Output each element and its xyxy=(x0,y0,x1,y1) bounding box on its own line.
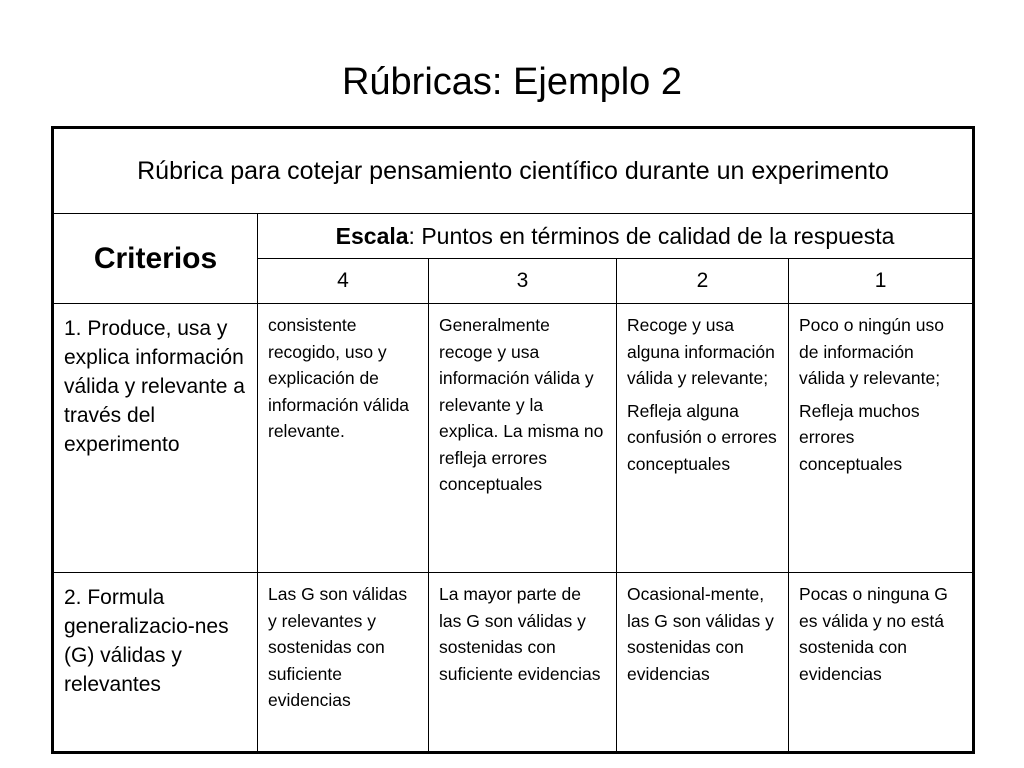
rubric-table xyxy=(51,126,975,754)
level-cell-1-4 xyxy=(258,304,429,573)
level-text: Las G son válidas y relevantes y sostenidas con suficiente evidencias xyxy=(268,584,408,710)
caption-row xyxy=(53,128,974,214)
level-cell-1-2 xyxy=(617,304,789,573)
score-header-3: 3 xyxy=(429,259,617,304)
level-cell-1-1 xyxy=(789,304,974,573)
scale-header xyxy=(258,214,974,259)
slide-title: Rúbricas: Ejemplo 2 xyxy=(341,61,683,103)
level-cell-2-3 xyxy=(429,573,617,753)
scale-text: : Puntos en términos de calidad de la respuesta xyxy=(408,222,895,249)
criteria-header: Criterios xyxy=(53,214,258,304)
level-text: Refleja muchos errores conceptuales xyxy=(799,400,920,474)
score-header-1: 1 xyxy=(789,259,974,304)
criterion-row-1 xyxy=(53,304,974,573)
level-cell-1-3 xyxy=(429,304,617,573)
scale-label: Escala xyxy=(335,222,409,249)
level-text: Pocas o ninguna G es válida y no está sostenida con evidencias xyxy=(799,584,948,684)
level-text: Refleja alguna confusión o errores conceptuales xyxy=(627,400,777,474)
level-text: Recoge y usa alguna información válida y relevante; xyxy=(627,315,775,388)
level-cell-2-1 xyxy=(789,573,974,753)
score-header-2: 2 xyxy=(617,259,789,304)
criterion-1: 1. Produce, usa y explica información válida y relevante a través del experimento xyxy=(53,304,258,573)
scale-row xyxy=(53,214,974,259)
level-text: La mayor parte de las G son válidas y sostenidas con suficiente evidencias xyxy=(439,584,601,684)
criterion-2: 2. Formula generalizacio-nes (G) válidas y relevantes xyxy=(53,573,258,753)
score-header-4: 4 xyxy=(258,259,429,304)
level-text: Ocasional-mente, las G son válidas y sostenidas con evidencias xyxy=(627,584,774,684)
level-text: Poco o ningún uso de información válida y relevante; xyxy=(799,315,944,388)
rubric-caption: Rúbrica para cotejar pensamiento científico durante un experimento xyxy=(53,128,974,214)
level-cell-2-4 xyxy=(258,573,429,753)
level-text: Generalmente recoge y usa información válida y relevante y la explica. La misma no refleja errores conceptuales xyxy=(439,315,604,494)
level-cell-2-2 xyxy=(617,573,789,753)
level-text: consistente recogido, uso y explicación de información válida relevante. xyxy=(268,315,410,441)
criterion-row-2 xyxy=(53,573,974,753)
